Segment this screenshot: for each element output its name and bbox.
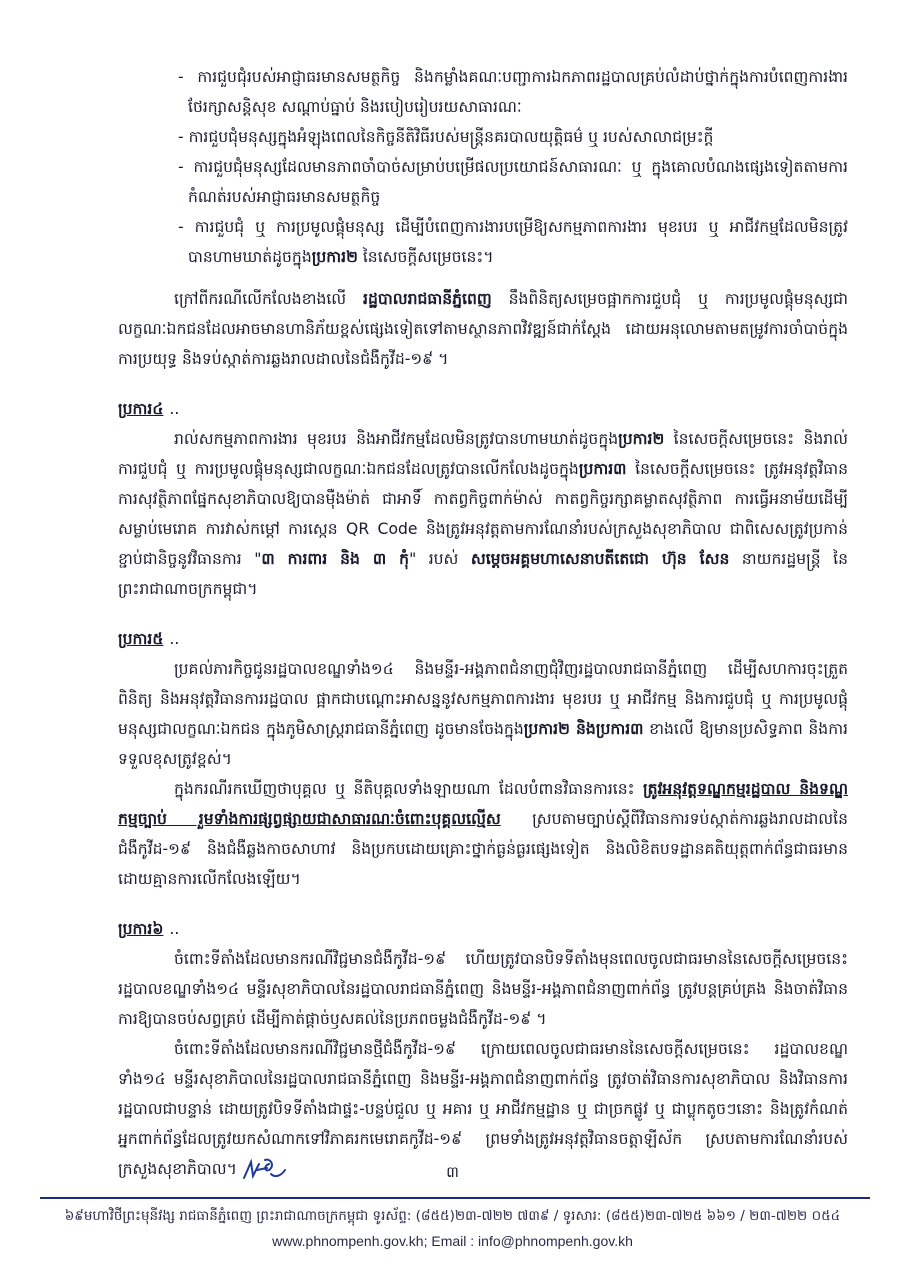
page-number: ៣ (446, 1163, 459, 1181)
document-body (118, 62, 848, 1184)
footer-contact: www.phnompenh.gov.kh; Email : info@phnompenh.gov.kh (272, 1233, 633, 1249)
article-5-heading: ប្រការ៥ .. (118, 630, 180, 648)
article-5-paragraph-2: ក្នុងករណីរកឃើញថាបុគ្គល ឬ នីតិបុគ្គលទាំងឡាយណា ដែលបំពានវិធានការនេះ ត្រូវអនុវត្តទណ្ឌកម្មរដ្ឋបាល និងទណ្ឌកម្មច្បាប់ រួមទាំងការផ្សព្វផ្សាយជាសាធារណៈចំពោះបុគ្គលល្មើស ស្របតាមច្បាប់ស្តីពីវិធានការទប់ស្កាត់ការឆ្លងរាលដាលនៃជំងឺកូវីដ-១៩ និងជំងឺឆ្លងកាចសាហាវ និងប្រកបដោយគ្រោះថ្នាក់ធ្ងន់ធ្ងរផ្សេងទៀត និងលិខិតបទដ្ឋានគតិយុត្តពាក់ព័ន្ធជាធរមាន ដោយគ្មានការលើកលែងឡើយ។ (118, 780, 848, 888)
bullet-item: - ការជួបជុំរបស់អាជ្ញាធរមានសមត្ថកិច្ច និងកម្លាំងគណៈបញ្ជាការឯកភាពរដ្ឋបាលគ្រប់លំដាប់ថ្នាក់ក្នុងការបំពេញការងារថែរក្សាសន្តិសុខ សណ្តាប់ធ្នាប់ និងរបៀបរៀបរយសាធារណៈ (178, 68, 848, 116)
article-4-heading: ប្រការ៤ .. (118, 400, 180, 418)
bullet-item: - ការជួបជុំមនុស្សក្នុងអំឡុងពេលនៃកិច្ចនីតិវិធីរបស់មន្ត្រីនគរបាលយុត្តិធម៌ ឬ របស់សាលាជម្រះក្តី (178, 128, 714, 146)
article-5-paragraph-1: ប្រគល់ភារកិច្ចជូនរដ្ឋបាលខណ្ឌទាំង១៤ និងមន្ទីរ-អង្គភាពជំនាញជុំវិញរដ្ឋបាលរាជធានីភ្នំពេញ ដើម្បីសហការចុះត្រួតពិនិត្យ និងអនុវត្តវិធានការរដ្ឋបាល ផ្អាកជាបណ្តោះអាសន្ននូវសកម្មភាពការងារ មុខរបរ ឬ អាជីវកម្ម និងការជួបជុំ ឬ ការប្រមូលផ្តុំមនុស្សជាលក្ខណៈឯកជន ក្នុងភូមិសាស្ត្ររាជធានីភ្នំពេញ ដូចមានចែងក្នុងប្រការ២ និងប្រការ៣ ខាងលើ ឱ្យមានប្រសិទ្ធភាព និងការទទួលខុសត្រូវខ្ពស់។ (118, 660, 848, 768)
bullet-item: - ការជួបជុំមនុស្សដែលមានភាពចាំបាច់សម្រាប់បម្រើផលប្រយោជន៍សាធារណៈ ឬ ក្នុងគោលបំណងផ្សេងទៀតតាមការកំណត់របស់អាជ្ញាធរមានសមត្ថកិច្ច (178, 158, 848, 206)
article-6-paragraph-2: ចំពោះទីតាំងដែលមានករណីវិជ្ជមានថ្មីជំងឺកូវីដ-១៩ ក្រោយពេលចូលជាធរមាននៃសេចក្តីសម្រេចនេះ រដ្ឋបាលខណ្ឌទាំង១៤ មន្ទីរសុខាភិបាលនៃរដ្ឋបាលរាជធានីភ្នំពេញ និងមន្ទីរ-អង្គភាពជំនាញពាក់ព័ន្ធ ត្រូវចាត់វិធានការសុខាភិបាល និងវិធានការរដ្ឋបាលជាបន្ទាន់ ដោយត្រូវបិទទីតាំងជាផ្ទះ-បន្ទប់ជួល ឬ អគារ ឬ អាជីវកម្មដ្ឋាន ឬ ជាច្រកផ្លូវ ឬ ជាប្លុកតូចៗនោះ និងត្រូវកំណត់អ្នកពាក់ព័ន្ធដែលត្រូវយកសំណាកទៅវិភាគរកមេរោគកូវីដ-១៩ ព្រមទាំងត្រូវអនុវត្តវិធានចត្តាឡីស័ក ស្របតាមការណែនាំរបស់ក្រសួងសុខាភិបាល។ (118, 1034, 848, 1184)
article-4-paragraph: រាល់សកម្មភាពការងារ មុខរបរ និងអាជីវកម្មដែលមិនត្រូវបានហាមឃាត់ដូចក្នុងប្រការ២ នៃសេចក្តីសម្រេចនេះ និងរាល់ការជួបជុំ ឬ ការប្រមូលផ្តុំមនុស្សជាលក្ខណៈឯកជនដែលត្រូវបានលើកលែងដូចក្នុងប្រការ៣ នៃសេចក្តីសម្រេចនេះ ត្រូវអនុវត្តវិធានការសុវត្ថិភាពផ្នែកសុខាភិបាលឱ្យបានម៉ឺងម៉ាត់ ជាអាទិ៍ កាតព្វកិច្ចពាក់ម៉ាស់ កាតព្វកិច្ចរក្សាគម្លាតសុវត្ថិភាព ការធ្វើអនាម័យដើម្បីសម្លាប់មេរោគ ការវាស់កម្តៅ ការស្កេន QR Code និងត្រូវអនុវត្តតាមការណែនាំរបស់ក្រសួងសុខាភិបាល ជាពិសេសត្រូវប្រកាន់ខ្ជាប់ជានិច្ចនូវវិធានការ "៣ ការពារ និង ៣ កុំ" របស់ សម្តេចអគ្គមហាសេនាបតីតេជោ ហ៊ុន សែន នាយករដ្ឋមន្ត្រី នៃព្រះរាជាណាចក្រកម្ពុជា។ (118, 430, 848, 598)
article-6-paragraph-1: ចំពោះទីតាំងដែលមានករណីវិជ្ជមានជំងឺកូវីដ-១៩ ហើយត្រូវបានបិទទីតាំងមុនពេលចូលជាធរមាននៃសេចក្តីសម្រេចនេះ រដ្ឋបាលខណ្ឌទាំង១៤ មន្ទីរសុខាភិបាលនៃរដ្ឋបាលរាជធានីភ្នំពេញ និងមន្ទីរ-អង្គភាពជំនាញពាក់ព័ន្ធ ត្រូវបន្តគ្រប់គ្រង និងចាត់វិធានការឱ្យបានចប់សព្វគ្រប់ ដើម្បីកាត់ផ្តាច់ឫសគល់នៃប្រភពចម្លងជំងឺកូវីដ-១៩ ។ (118, 950, 848, 1028)
intro-paragraph: ក្រៅពីករណីលើកលែងខាងលើ រដ្ឋបាលរាជធានីភ្នំពេញ នឹងពិនិត្យសម្រេចផ្អាកការជួបជុំ ឬ ការប្រមូលផ្តុំមនុស្សជាលក្ខណៈឯកជនដែលអាចមានហានិភ័យខ្ពស់ផ្សេងទៀតទៅតាមស្ថានភាពវិវឌ្ឍន៍ជាក់ស្តែង ដោយអនុលោមតាមតម្រូវការចាំបាច់ក្នុងការប្រយុទ្ធ និងទប់ស្កាត់ការឆ្លងរាលដាលនៃជំងឺកូវីដ-១៩ ។ (118, 290, 848, 368)
article-6-heading: ប្រការ៦ .. (118, 920, 180, 938)
bullet-item: - ការជួបជុំ ឬ ការប្រមូលផ្តុំមនុស្ស ដើម្បីបំពេញការងារបម្រើឱ្យសកម្មភាពការងារ មុខរបរ ឬ អាជីវកម្មដែលមិនត្រូវបានហាមឃាត់ដូចក្នុងប្រការ២ នៃសេចក្តីសម្រេចនេះ។ (178, 218, 848, 266)
footer-address: ៦៩មហាវិថីព្រះមុនីវង្ស រាជធានីភ្នំពេញ ព្រះរាជាណាចក្រកម្ពុជា ទូរស័ព្ទ: (៨៥៥)២៣-៧២២ ៧៣៩ / ទូរសារ: (៨៥៥)២៣-៧២៥ ៦៦១ / ២៣-៧២២ ០៥៤ (64, 1208, 841, 1224)
footer-divider (40, 1197, 870, 1199)
